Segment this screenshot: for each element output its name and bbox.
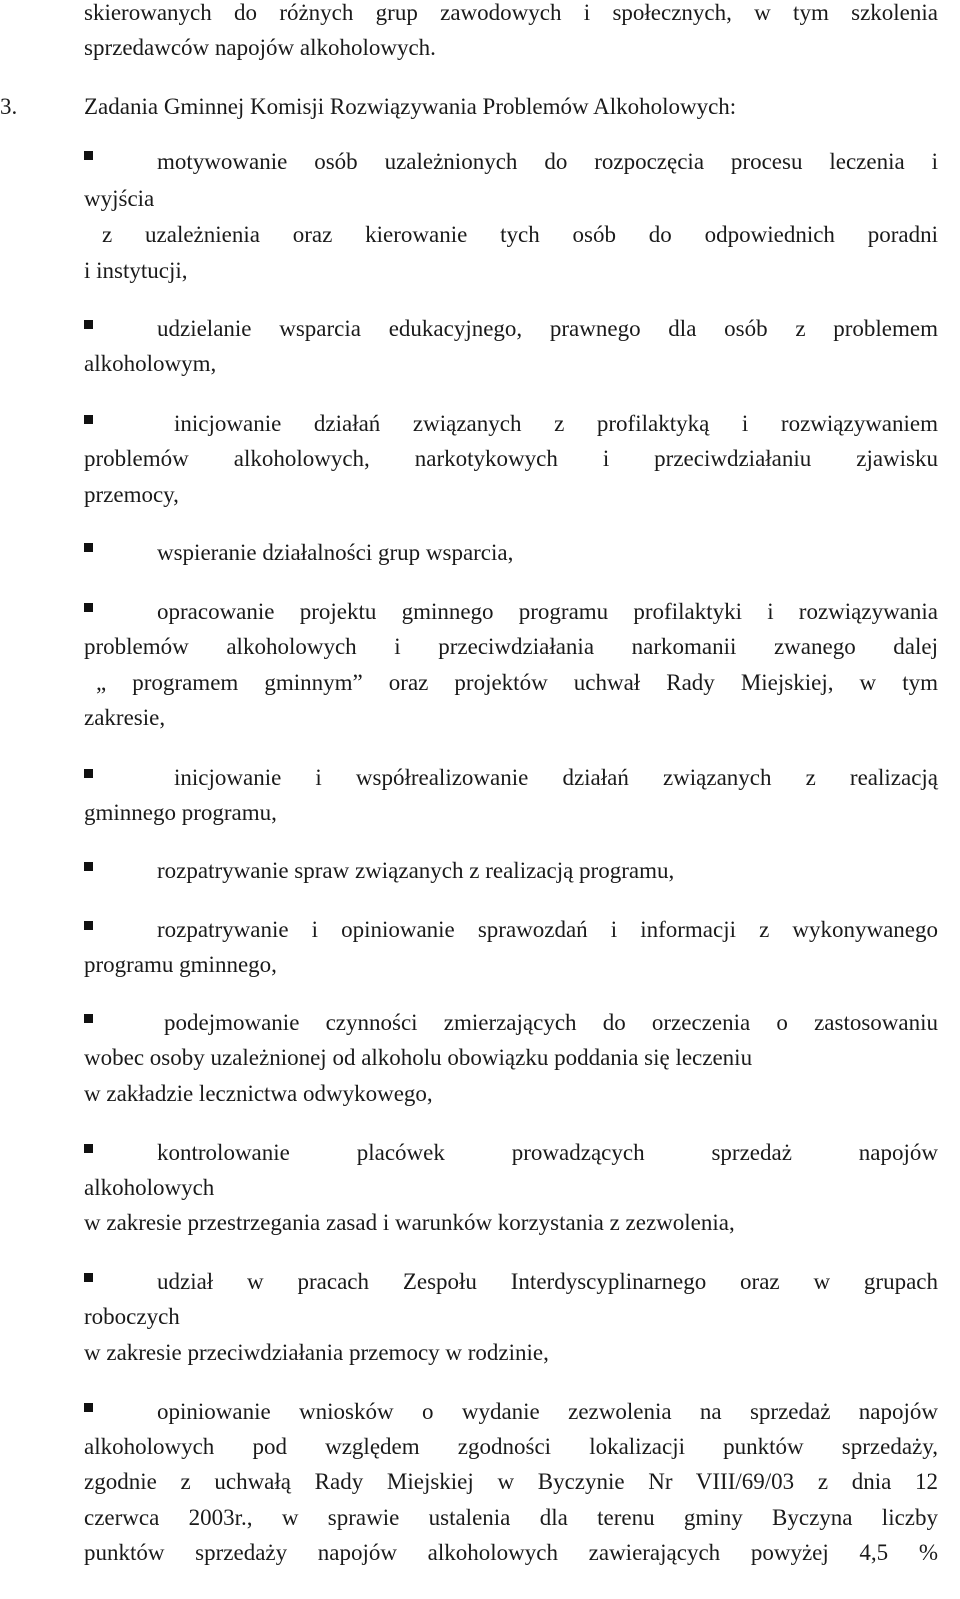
item-5-line-1: opracowanie projektu gminnego programu profilaktyki i rozwiązywania [157, 599, 938, 624]
item-8-line-2: programu gminnego, [84, 952, 277, 977]
item-5-line-4: zakresie, [84, 705, 166, 730]
item-5-line-2: problemów alkoholowych i przeciwdziałania narkomanii zwanego dalej [84, 634, 938, 659]
item-1-line-1: motywowanie osób uzależnionych do rozpoczęcia procesu leczenia i [157, 149, 938, 174]
item-12-line-4: czerwca 2003r., w sprawie ustalenia dla terenu gminy Byczyna liczby [84, 1505, 938, 1530]
item-12-line-3: zgodnie z uchwałą Rady Miejskiej w Byczynie Nr VIII/69/03 z dnia 12 [84, 1469, 938, 1494]
item-12-line-5: punktów sprzedaży napojów alkoholowych zawierających powyżej 4,5 % [84, 1540, 938, 1565]
item-6-line-1: inicjowanie i współrealizowanie działań związanych z realizacją [174, 765, 938, 790]
bullet-icon [84, 769, 93, 778]
bullet-icon [84, 862, 93, 871]
item-2-line-1: udzielanie wsparcia edukacyjnego, prawnego dla osób z problemem [157, 316, 938, 341]
bullet-icon [84, 1144, 93, 1153]
item-11-line-3: w zakresie przeciwdziałania przemocy w rodzinie, [84, 1340, 549, 1365]
item-10-line-2: alkoholowych [84, 1175, 215, 1200]
section-heading-row [0, 92, 938, 122]
item-1-line-2: wyjścia [84, 186, 155, 211]
item-12-line-1: opiniowanie wniosków o wydanie zezwolenia na sprzedaż napojów [157, 1399, 938, 1424]
item-10-line-1: kontrolowanie placówek prowadzących sprzedaż napojów [157, 1140, 938, 1165]
intro-line-1: skierowanych do różnych grup zawodowych i społecznych, w tym szkolenia [84, 0, 938, 25]
bullet-icon [84, 320, 93, 329]
item-1-line-3: z uzależnienia oraz kierowanie tych osób do odpowiednich poradni [102, 222, 938, 247]
item-11-line-1: udział w pracach Zespołu Interdyscyplinarnego oraz w grupach [157, 1269, 938, 1294]
bullet-icon [84, 1273, 93, 1282]
item-4-line-1: wspieranie działalności grup wsparcia, [157, 540, 514, 565]
intro-line-2: sprzedawców napojów alkoholowych. [84, 35, 436, 60]
item-2-line-2: alkoholowym, [84, 351, 217, 376]
item-3-line-1: inicjowanie działań związanych z profilaktyką i rozwiązywaniem [174, 411, 938, 436]
item-9-line-1: podejmowanie czynności zmierzających do orzeczenia o zastosowaniu [164, 1010, 938, 1035]
section-heading: Zadania Gminnej Komisji Rozwiązywania Problemów Alkoholowych: [84, 94, 737, 119]
bullet-icon [84, 921, 93, 930]
bullet-icon [84, 1403, 93, 1412]
item-9-line-2: wobec osoby uzależnionej od alkoholu obowiązku poddania się leczeniu [84, 1045, 753, 1070]
item-9-line-3: w zakładzie lecznictwa odwykowego, [84, 1081, 433, 1106]
item-12-line-2: alkoholowych pod względem zgodności lokalizacji punktów sprzedaży, [84, 1434, 938, 1459]
bullet-icon [84, 543, 93, 552]
bullet-icon [84, 415, 93, 424]
item-11-line-2: roboczych [84, 1304, 180, 1329]
bullet-icon [84, 151, 93, 160]
bullet-icon [84, 1014, 93, 1023]
item-5-line-3: „ programem gminnym” oraz projektów uchwał Rady Miejskiej, w tym [96, 670, 938, 695]
section-number: 3. [0, 94, 18, 119]
item-10-line-3: w zakresie przestrzegania zasad i warunków korzystania z zezwolenia, [84, 1210, 735, 1235]
item-3-line-3: przemocy, [84, 482, 179, 507]
item-1-line-4: i instytucji, [84, 258, 188, 283]
bullet-icon [84, 603, 93, 612]
item-8-line-1: rozpatrywanie i opiniowanie sprawozdań i informacji z wykonywanego [157, 917, 938, 942]
item-3-line-2: problemów alkoholowych, narkotykowych i przeciwdziałaniu zjawisku [84, 446, 938, 471]
item-7-line-1: rozpatrywanie spraw związanych z realizacją programu, [157, 858, 675, 883]
item-6-line-2: gminnego programu, [84, 800, 277, 825]
